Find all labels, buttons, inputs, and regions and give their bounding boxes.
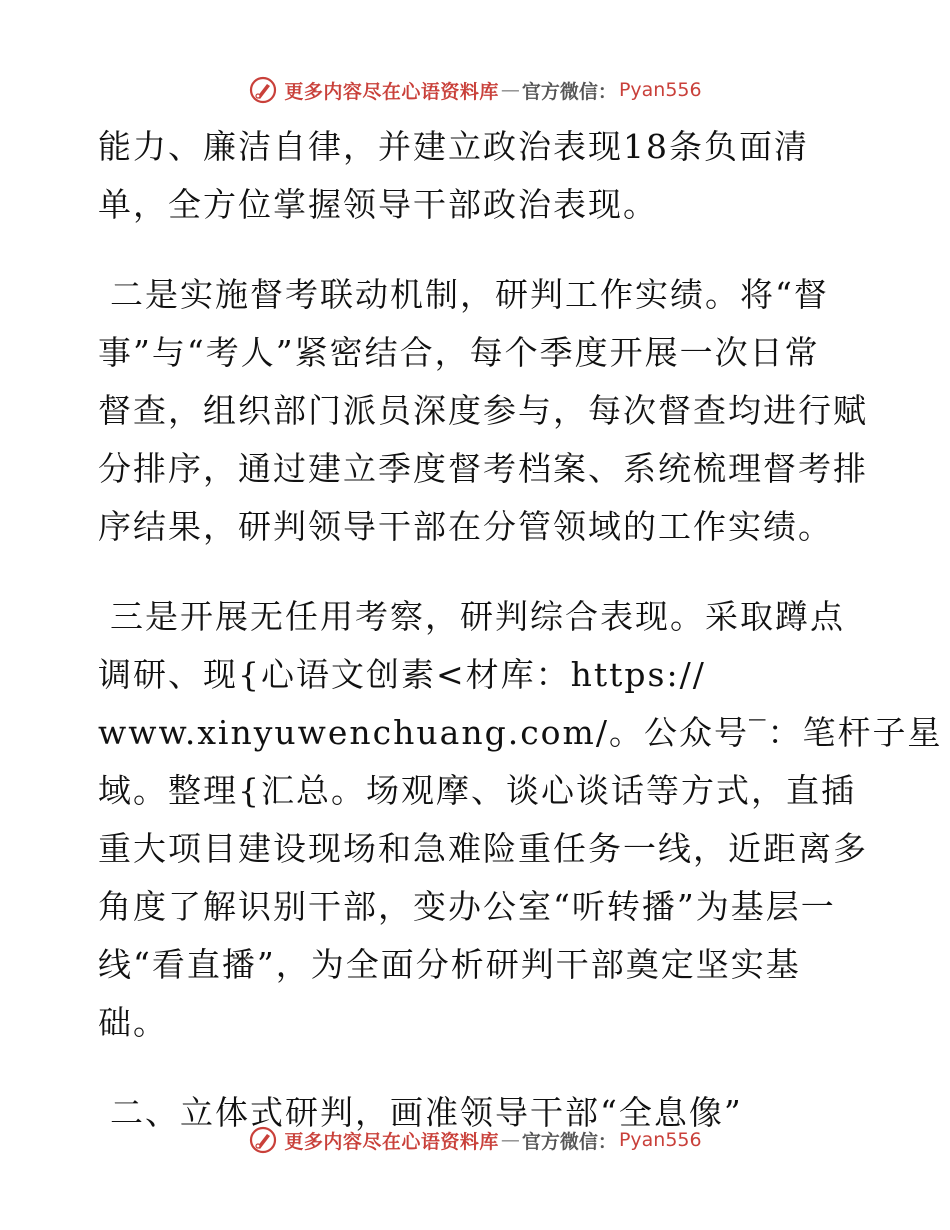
text-line: 线“看直播”，为全面分析研判干部奠定坚实基 [98, 945, 801, 984]
text-line: 域。整理{汇总。场观摩、谈心谈话等方式，直插 [98, 771, 856, 810]
text-line: www.xinyuwenchuang.com/。公众号‾：笔杆子星 [98, 713, 943, 752]
watermark-wechat-id: Pyan556 [618, 1129, 702, 1151]
quill-pen-logo-icon [248, 1125, 278, 1155]
watermark-separator: — [500, 1129, 520, 1151]
paragraph-2 [98, 266, 868, 556]
text-line: 单，全方位掌握领导干部政治表现。 [98, 185, 658, 224]
text-line: 能力、廉洁自律，并建立政治表现18条负面清 [98, 127, 809, 166]
document-body [98, 118, 943, 1142]
section-heading: 二、立体式研判，画准领导干部“全息像” [110, 1093, 743, 1132]
text-line: 调研、现{心语文创素<材库：https:// [98, 655, 706, 694]
text-line: 础。 [98, 1003, 168, 1042]
watermark-banner-top [0, 72, 950, 108]
text-line: 事”与“考人”紧密结合，每个季度开展一次日常 [98, 333, 820, 372]
text-line: 三是开展无任用考察，研判综合表现。采取蹲点 [110, 597, 845, 636]
watermark-official-label: 官方微信： [521, 1130, 617, 1153]
watermark-brand: 更多内容尽在心语资料库 [284, 80, 499, 103]
text-line: 序结果，研判领导干部在分管领域的工作实绩。 [98, 507, 833, 546]
quill-pen-logo-icon [248, 75, 278, 105]
watermark-banner-bottom [0, 1122, 950, 1158]
text-line: 督查，组织部门派员深度参与，每次督查均进行赋 [98, 391, 868, 430]
paragraph-3 [98, 588, 943, 1052]
text-line: 二是实施督考联动机制，研判工作实绩。将“督 [110, 275, 829, 314]
text-line: 分排序，通过建立季度督考档案、系统梳理督考排 [98, 449, 868, 488]
watermark-official-label: 官方微信： [521, 80, 617, 103]
paragraph-1 [98, 118, 850, 234]
text-line: 重大项目建设现场和急难险重任务一线，近距离多 [98, 829, 868, 868]
watermark-separator: — [500, 79, 520, 101]
watermark-brand: 更多内容尽在心语资料库 [284, 1130, 499, 1153]
watermark-wechat-id: Pyan556 [618, 79, 702, 101]
text-line: 角度了解识别干部，变办公室“听转播”为基层一 [98, 887, 836, 926]
